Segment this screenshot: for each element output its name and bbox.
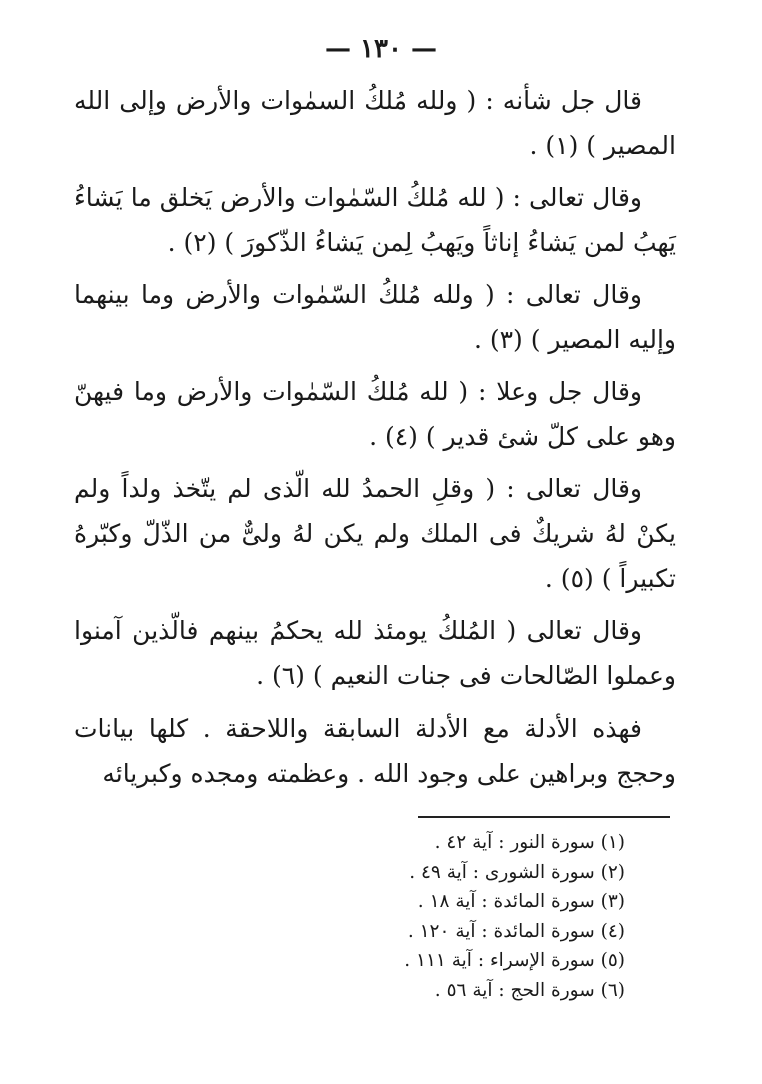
closing-paragraph: فهذه الأدلة مع الأدلة السابقة واللاحقة . كلها بيانات وحجج وبراهين على وجود الله . وعظمته ومجده وكبريائه: [74, 714, 676, 788]
footnotes: [380, 828, 625, 1005]
paragraph-6: وقال تعالى ( المُلكُ يومئذ لله يحكمُ بينهم فالّذين آمنوا وعملوا الصّالحات فى جنات النعيم ) (٦) .: [74, 616, 676, 690]
footnote-divider: [418, 816, 670, 818]
footnote-1: (١) سورة النور : آية ٤٢ .: [434, 832, 625, 853]
footnote-5: (٥) سورة الإسراء : آية ١١١ .: [404, 950, 625, 971]
paragraph-4: وقال جل وعلا : ( لله مُلكُ السّمٰوات والأرض وما فيهنّ وهو على كلّ شئ قدير ) (٤) .: [74, 377, 676, 451]
footnote-2: (٢) سورة الشورى : آية ٤٩ .: [409, 861, 625, 883]
paragraph-5: وقال تعالى : ( وقلِ الحمدُ لله الّذى لم يتّخذ ولداً ولم يكنْ لهُ شريكٌ فى الملك ولم يكن لهُ ولىٌّ من الذّلّ وكبّرهُ تكبيراً ) (٥) .: [74, 474, 676, 593]
main-text: [74, 78, 676, 803]
page-number: — ١٣٠ —: [324, 34, 438, 64]
footnote-6: (٦) سورة الحج : آية ٥٦ .: [434, 979, 625, 1001]
footnote-4: (٤) سورة المائدة : آية ١٢٠ .: [407, 920, 625, 942]
paragraph-3: وقال تعالى : ( ولله مُلكُ السّمٰوات والأرض وما بينهما وإليه المصير ) (٣) .: [74, 280, 676, 354]
footnote-3: (٣) سورة المائدة : آية ١٨ .: [417, 891, 625, 912]
paragraph-1: قال جل شأنه : ( ولله مُلكُ السمٰوات والأرض وإلى الله المصير ) (١) .: [74, 86, 676, 160]
paragraph-2: وقال تعالى : ( لله مُلكُ السّمٰوات والأرض يَخلق ما يَشاءُ يَهبُ لمن يَشاءُ إناثاً ويَهبُ لِمن يَشاءُ الذّكورَ ) (٢) .: [74, 183, 676, 257]
